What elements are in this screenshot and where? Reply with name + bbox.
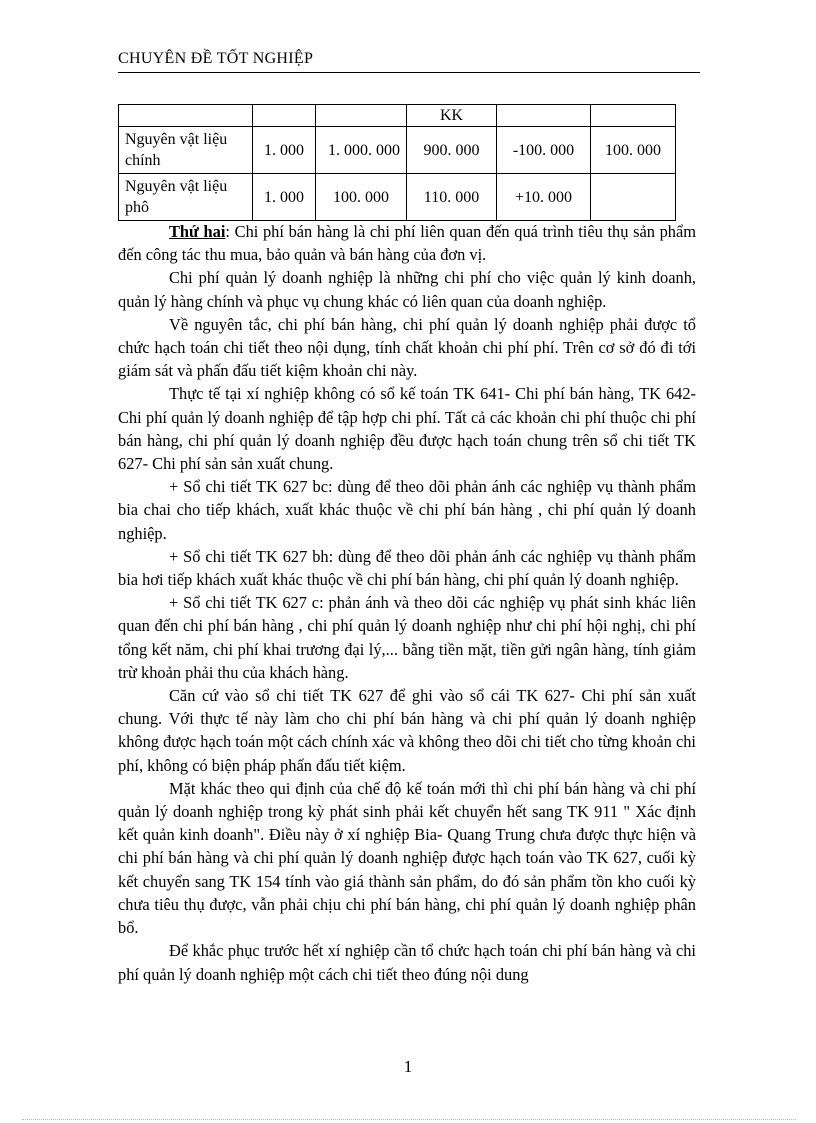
paragraph: Về nguyên tắc, chi phí bán hàng, chi phí quản lý doanh nghiệp phải được tổ chức hạch toán chi tiết theo nội dụng, tính chất khoản chi phí phí. Trên cơ sở đó đi tới giám sát và phấn đấu tiết kiệm khoản chi này. [118,314,696,381]
table-cell: 900. 000 [407,127,497,174]
table-cell: 100. 000 [316,174,407,221]
table-cell [497,105,591,127]
table-cell: Nguyên vật liệu chính [119,127,253,174]
table-cell [591,105,676,127]
body-text [118,220,696,986]
cost-table [118,104,676,221]
paragraph: Chi phí quản lý doanh nghiệp là những chi phí cho việc quản lý kinh doanh, quản lý hàng chính và phục vụ chung khác có liên quan của doanh nghiệp. [118,268,696,311]
table-cell: 1. 000 [253,174,316,221]
table-cell [253,105,316,127]
paragraph: Để khắc phục trước hết xí nghiệp cần tổ chức hạch toán chi phí bán hàng và chi phí quản lý doanh nghiệp một cách chi tiết theo đúng nội dung [118,941,696,984]
table-cell: 1. 000 [253,127,316,174]
table-cell: KK [407,105,497,127]
page-number: 1 [403,1057,413,1076]
paragraph-text: : Chi phí bán hàng là chi phí liên quan đến quá trình tiêu thụ sản phẩm đến công tác thu mua, bảo quản và bán hàng của đơn vị. [118,222,696,265]
table-cell [119,105,253,127]
table-cell: 1. 000. 000 [316,127,407,174]
table-cell: 100. 000 [591,127,676,174]
table-cell: 110. 000 [407,174,497,221]
table-row [119,127,676,174]
document-header: CHUYÊN ĐỀ TỐT NGHIỆP [118,50,700,73]
paragraph: + Sổ chi tiết TK 627 bc: dùng để theo dõi phản ánh các nghiệp vụ thành phẩm bia chai cho tiếp khách, xuất khác thuộc về chi phí bán hàng , chi phí quản lý doanh nghiệp. [118,477,696,543]
page-border-line [22,1119,796,1120]
table-cell [316,105,407,127]
table-cell: -100. 000 [497,127,591,174]
table-cell [591,174,676,221]
table-row [119,105,676,127]
paragraph: + Sổ chi tiết TK 627 bh: dùng để theo dõi phản ánh các nghiệp vụ thành phẩm bia hơi tiếp khách xuất khác thuộc về chi phí bán hàng, chi phí quản lý doanh nghiệp. [118,546,696,590]
paragraph [118,220,696,266]
lead-term: Thứ hai [169,222,226,241]
paragraph: Căn cứ vào sổ chi tiết TK 627 để ghi vào sổ cái TK 627- Chi phí sản xuất chung. Với thực tế này làm cho chi phí bán hàng và chi phí quản lý doanh nghiệp không được hạch toán một cách chính xác và không theo dõi chi tiết cho từng khoản chi phí, không có biện pháp phấn đấu tiết kiệm. [118,686,696,775]
paragraph: Thực tế tại xí nghiệp không có sổ kế toán TK 641- Chi phí bán hàng, TK 642- Chi phí quản lý doanh nghiệp để tập hợp chi phí. Tất cả các khoản chi phí thuộc chi phí bán hàng, chi phí quản lý doanh nghiệp đều được hạch toán chung trên sổ chi tiết TK 627- Chi phí sản sản xuất chung. [118,384,696,474]
paragraph: Mặt khác theo qui định của chế độ kế toán mới thì chi phí bán hàng và chi phí quản lý doanh nghiệp trong kỳ phát sinh phải kết chuyển hết sang TK 911 " Xác định kết quản kinh doanh". Điều này ở xí nghiệp Bia- Quang Trung chưa được thực hiện và chi phí bán hàng và chi phí quản lý doanh nghiệp được hạch toán vào TK 627, cuối kỳ kết chuyển sang TK 154 tính vào giá thành sản phẩm, do đó sản phẩm tồn kho cuối kỳ chưa tiêu thụ được, vẫn phải chịu chi phí bán hàng, chi phí quản lý doanh nghiệp phân bổ. [118,778,696,938]
table-row [119,174,676,221]
table-cell: Nguyên vật liệu phô [119,174,253,221]
paragraph: + Sổ chi tiết TK 627 c: phản ánh và theo dõi các nghiệp vụ phát sinh khác liên quan đến chi phí bán hàng , chi phí quản lý doanh nghiệp như chi phí hội nghị, chi phí tổng kết năm, chi phí khai trương đại lý,... bằng tiền mặt, tiền gửi ngân hàng, tính giảm trừ khoản phải thu của khách hàng. [118,593,696,682]
table-cell: +10. 000 [497,174,591,221]
